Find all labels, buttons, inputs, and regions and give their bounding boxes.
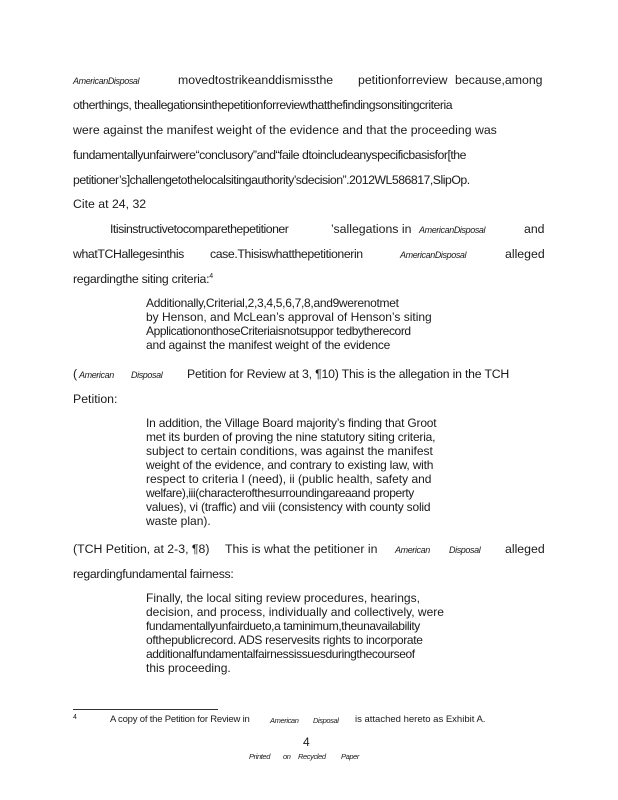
quote1-line1: Additionally,Criterial,2,3,4,5,6,7,8,and9werenotmet (146, 296, 399, 310)
p2-line1-a: Itisinstructivetocomparethepetitioner (110, 222, 289, 236)
cite2-line2: regardingfundamental fairness: (73, 567, 234, 581)
p2-line2-c: alleged (505, 247, 545, 261)
p2-case-name: AmericanDisposal (419, 225, 486, 235)
p2-case-name-2: AmericanDisposal (400, 250, 467, 260)
footnote-text-a: A copy of the Petition for Review in (110, 714, 250, 725)
footnote-case-name-a: American (270, 716, 299, 725)
quote2-line3: subject to certain conditions, was against the manifest (146, 444, 433, 458)
footer-paper: Paper (341, 752, 360, 761)
quote2-line4: weight of the evidence, and contrary to existing law, with (146, 458, 434, 472)
footnote-number: 4 (73, 714, 77, 721)
p1-line5: petitioner’s]challengetothelocalsitingauthority’sdecision”.2012WL586817,SlipOp. (73, 173, 470, 187)
cite2-a: (TCH Petition, at 2-3, ¶8) (73, 542, 210, 556)
p1-line4: fundamentallyunfairwere“conclusory”and“faile dtoincludeanyspecificbasisfor[the (73, 148, 466, 162)
p2-line2-b: case.Thisiswhatthepetitionerin (210, 247, 363, 261)
p1-line1-a: movedtostrikeanddismissthe (178, 73, 334, 87)
cite1-rest: Petition for Review at 3, ¶10) This is the allegation in the TCH (187, 367, 510, 381)
p1-line3: were against the manifest weight of the evidence and that the proceeding was (73, 123, 497, 137)
quote2-line6: welfare),iii(characterofthesurroundingareaand property (146, 486, 414, 500)
cite1-open: ( (73, 367, 78, 381)
p2-line2-a: whatTCHallegesinthis (73, 247, 184, 261)
p2-line1-c: and (524, 222, 545, 236)
quote3-line3: fundamentallyunfairdueto,a taminimum,theunavailability (146, 619, 420, 633)
footnote-text-b: is attached hereto as Exhibit A. (355, 714, 486, 725)
quote3-line5: additionalfundamentalfairnessissuesduringthecourseof (146, 647, 415, 661)
footnote-divider (73, 709, 218, 710)
footnote-case-name-b: Disposal (313, 716, 339, 725)
cite1-line2: Petition: (73, 392, 118, 406)
p1-line1-c: because,among (455, 73, 543, 87)
cite2-case-name-a: American (395, 545, 430, 555)
quote1-line4: and against the manifest weight of the evidence (146, 338, 391, 352)
footnote-ref: 4 (209, 273, 213, 280)
footer-recycled: Recycled (298, 752, 326, 761)
quote1-line3: ApplicationonthoseCriteriaisnotsuppor tedbytherecord (146, 324, 411, 338)
quote2-line7: values), vi (traffic) and viii (consistency with county solid (146, 500, 431, 514)
cite2-c: alleged (505, 542, 545, 556)
page-number: 4 (303, 735, 310, 749)
quote3-line1: Finally, the local siting review procedures, hearings, (146, 591, 420, 605)
case-name-american-disposal: AmericanDisposal (73, 76, 140, 86)
quote3-line2: decision, and process, individually and collectively, were (146, 605, 444, 619)
quote3-line6: this proceeding. (146, 661, 231, 675)
cite1-case-name-a: American (79, 370, 114, 380)
quote2-line2: met its burden of proving the nine statutory siting criteria, (146, 430, 436, 444)
cite1-case-name-b: Disposal (131, 370, 163, 380)
cite2-case-name-b: Disposal (449, 545, 481, 555)
p2-line3: regardingthe siting criteria:$^4$ (73, 272, 213, 286)
quote1-line2: by Henson, and McLean’s approval of Henson’s siting (146, 310, 432, 324)
p1-line2: otherthings, theallegationsinthepetitionforreviewthatthefindingsonsitingcriteria (73, 98, 453, 112)
cite2-b: This is what the petitioner in (225, 542, 378, 556)
footer-printed: Printed (249, 752, 270, 761)
p1-line6: Cite at 24, 32 (73, 197, 147, 211)
footer-on: on (283, 752, 291, 761)
quote3-line4: ofthepublicrecord. ADS reservesits rights to incorporate (146, 633, 423, 647)
p2-line1-b: ’sallegations in (331, 222, 412, 236)
quote2-line5: respect to criteria I (need), ii (public health, safety and (146, 472, 432, 486)
p1-line1-b: petitionforreview (358, 73, 448, 87)
quote2-line8: waste plan). (146, 514, 211, 528)
quote2-line1: In addition, the Village Board majority’s finding that Groot (146, 416, 437, 430)
